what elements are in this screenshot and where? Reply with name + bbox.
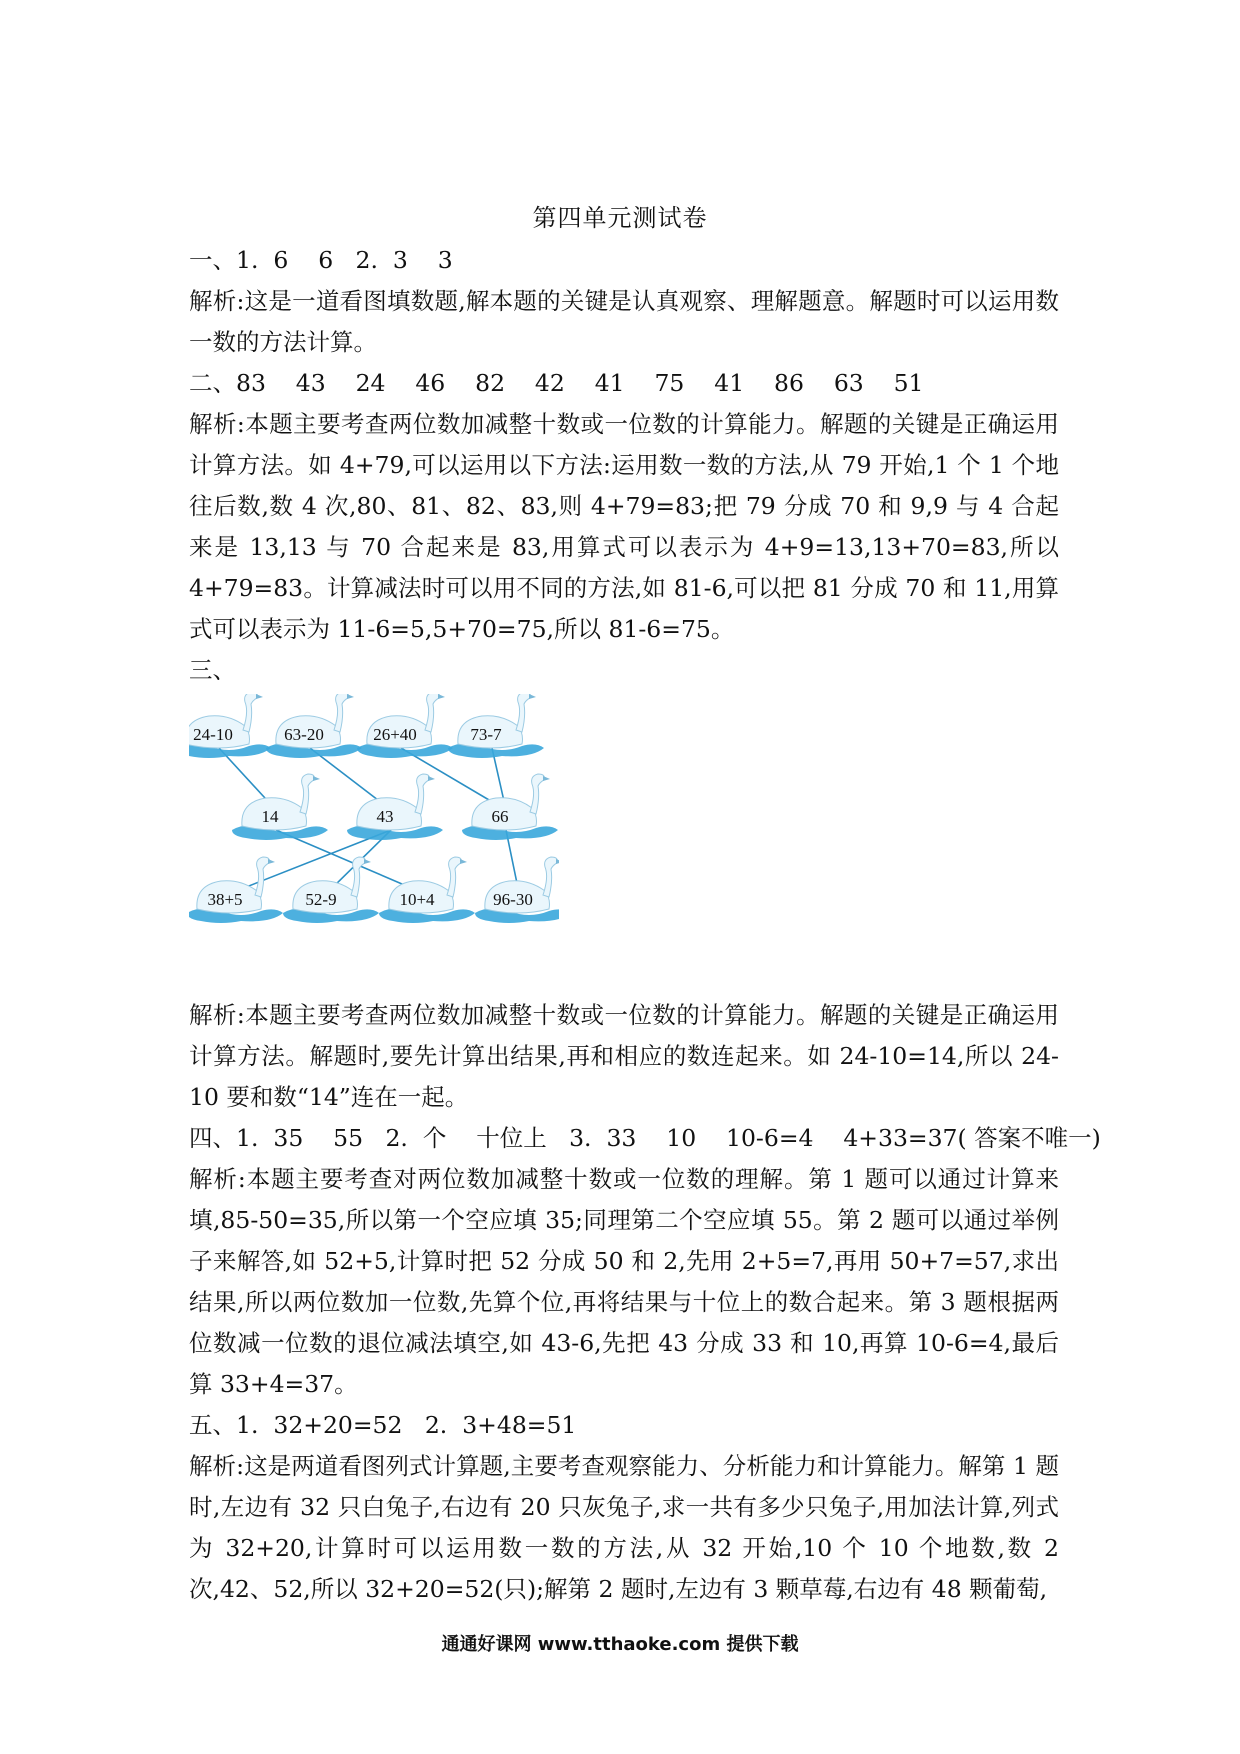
swan-label: 26+40	[373, 725, 417, 744]
swan-label: 14	[261, 807, 279, 826]
swan-neck	[334, 694, 348, 732]
answer-section-1: 一、1. 6 6 2. 3 3	[189, 246, 453, 274]
swan-beak	[460, 859, 467, 864]
swan-bot-2	[379, 857, 475, 923]
analysis-section-2: 解析:本题主要考查两位数加减整十数或一位数的计算能力。解题的关键是正确运用计算方法。如 4+79,可以运用以下方法:运用数一数的方法,从 79 开始,1 个 1 个地往后数,数 4 次,80、81、82、83,则 4+79=83;把 79 分成 70 和 9,9 与 4 合起来是 13,13 与 70 合起来是 83,用算式可以表示为 4+9=13,13+70=83,所以 4+79=83。计算减法时可以用不同的方法,如 81-6,可以把 81 分成 70 和 11,用算式可以表示为 11-6=5,5+70=75,所以 81-6=75。	[189, 410, 1059, 643]
swan-label: 43	[376, 807, 394, 826]
swan-top-0	[189, 694, 271, 758]
swan-neck	[243, 694, 257, 732]
analysis-section-5: 解析:这是两道看图列式计算题,主要考查观察能力、分析能力和计算能力。解第 1 题时,左边有 32 只白兔子,右边有 20 只灰兔子,求一共有多少只兔子,用加法计算,列式为 32+20,计算时可以运用数一数的方法,从 32 开始,10 个 10 个地数,数 2 次,42、52,所以 32+20=52(只);解第 2 题时,左边有 3 颗草莓,右边有 48 颗葡萄,	[189, 1452, 1059, 1603]
swan-beak	[256, 694, 263, 699]
swan-top-2	[357, 694, 453, 758]
swan-neck	[415, 774, 429, 814]
page-title: 第四单元测试卷	[532, 204, 708, 232]
swan-label: 73-7	[470, 725, 502, 744]
swan-label: 52-9	[305, 890, 337, 909]
swan-beak	[438, 694, 445, 699]
swan-top-3	[448, 694, 544, 758]
swan-bot-3	[475, 857, 559, 923]
answer-section-5: 五、1. 32+20=52 2. 3+48=51	[189, 1411, 577, 1439]
swan-label: 96-30	[493, 890, 533, 909]
swan-beak	[543, 776, 550, 781]
swan-bot-0	[189, 857, 283, 923]
swan-beak	[268, 859, 275, 864]
swan-neck	[351, 857, 365, 897]
swan-label: 66	[491, 807, 509, 826]
document-body	[189, 240, 1101, 1610]
swan-top-1	[266, 694, 362, 758]
swan-matching-diagram	[189, 694, 1059, 989]
answer-section-2: 二、83 43 24 46 82 42 41 75 41 86 63 51	[189, 369, 924, 397]
swan-neck	[425, 694, 439, 732]
swan-mid-1	[347, 774, 443, 840]
swan-diagram-svg	[189, 694, 559, 989]
swan-beak	[313, 776, 320, 781]
swan-label: 38+5	[207, 890, 243, 909]
swan-neck	[255, 857, 269, 897]
swan-neck	[447, 857, 461, 897]
swan-neck	[530, 774, 544, 814]
swan-label: 24-10	[193, 725, 233, 744]
analysis-section-4: 解析:本题主要考查对两位数加减整十数或一位数的理解。第 1 题可以通过计算来填,85-50=35,所以第一个空应填 35;同理第二个空应填 55。第 2 题可以通过举例子来解答,如 52+5,计算时把 52 分成 50 和 2,先用 2+5=7,再用 50+7=57,求出结果,所以两位数加一位数,先算个位,再将结果与十位上的数合起来。第 3 题根据两位数减一位数的退位减法填空,如 43-6,先把 43 分成 33 和 10,再算 10-6=4,最后算 33+4=37。	[189, 1165, 1059, 1398]
swan-beak	[428, 776, 435, 781]
swan-mid-0	[232, 774, 328, 840]
answer-section-4: 四、1. 35 55 2. 个 十位上 3. 33 10 10-6=4 4+33=37( 答案不唯一)	[189, 1124, 1101, 1152]
swan-group	[189, 694, 559, 923]
swan-label: 10+4	[399, 890, 435, 909]
footer-source: 通通好课网 www.tthaoke.com 提供下载	[441, 1634, 799, 1655]
connection-line	[276, 830, 423, 893]
swan-neck	[300, 774, 314, 814]
analysis-section-1: 解析:这是一道看图填数题,解本题的关键是认真观察、理解题意。解题时可以运用数一数的方法计算。	[189, 287, 1059, 356]
swan-beak	[529, 694, 536, 699]
analysis-section-3: 解析:本题主要考查两位数加减整十数或一位数的计算能力。解题的关键是正确运用计算方法。解题时,要先计算出结果,再和相应的数连起来。如 24-10=14,所以 24-10 要和数“14”连在一起。	[189, 1001, 1059, 1111]
swan-mid-2	[462, 774, 558, 840]
swan-beak	[364, 859, 371, 864]
swan-neck	[516, 694, 530, 732]
swan-neck	[543, 857, 557, 897]
swan-label: 63-20	[284, 725, 324, 744]
swan-beak	[347, 694, 354, 699]
answer-section-3: 三、	[189, 656, 236, 684]
swan-beak	[556, 859, 559, 864]
